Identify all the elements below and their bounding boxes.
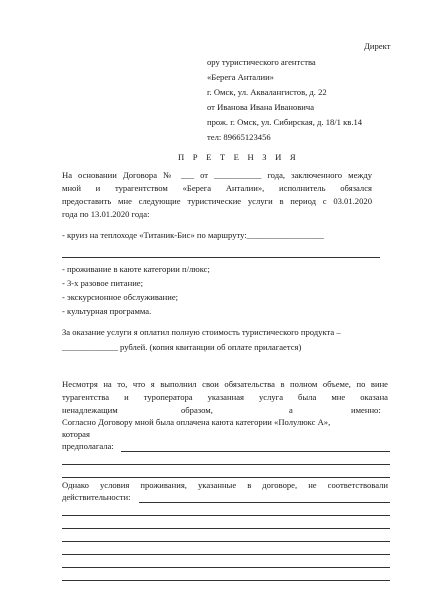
complaint-word-improper: ненадлежащим bbox=[62, 405, 118, 415]
payment-line-2: _____________ рублей. (копия квитанции об оплате прилагается) bbox=[62, 342, 302, 352]
complaint-line-5: которая bbox=[62, 429, 90, 439]
reality-blank-line-3 bbox=[62, 528, 390, 529]
expected-blank-line-3 bbox=[62, 477, 390, 478]
reality-blank-line-5 bbox=[62, 554, 390, 555]
complaint-word-manner: образом, bbox=[181, 405, 213, 415]
cruise-route-line: - круиз на теплоходе «Титаник-Бис» по маршруту:__________________ bbox=[62, 230, 325, 240]
intro-line-4: года по 13.01.2020 года: bbox=[62, 209, 150, 219]
intro-line-2: мной и турагентством «Берега Анталии», исполнитель обязался bbox=[62, 183, 372, 193]
service-item-meals: - 3-х разовое питание; bbox=[62, 278, 144, 288]
header-addressee-title: Директ bbox=[364, 41, 391, 51]
document-title: П Р Е Т Е Н З И Я bbox=[178, 152, 299, 162]
header-agency-address: г. Омск, ул. Аквалангистов, д. 22 bbox=[207, 87, 327, 97]
complaint-line-2: турагентства и туроператора указанная услуга была мне оказана bbox=[62, 392, 388, 402]
intro-line-3: предоставить мне следующие туристические услуги в период с 03.01.2020 bbox=[62, 196, 372, 206]
cruise-route-blank-line bbox=[62, 257, 380, 258]
complaint-line-6: предполагала: bbox=[62, 441, 114, 451]
reality-blank-line-7 bbox=[62, 580, 390, 581]
conditions-line-2: действительности: bbox=[62, 492, 131, 502]
header-agency-name: «Берега Анталии» bbox=[207, 72, 274, 82]
expected-blank-line-2 bbox=[62, 464, 390, 465]
complaint-word-and: а bbox=[289, 405, 293, 415]
expected-blank-line-1 bbox=[121, 451, 390, 452]
complaint-line-1: Несмотря на то, что я выполнил свои обязательства в полном объеме, по вине bbox=[62, 379, 388, 389]
conditions-line-1: Однако условия проживания, указанные в договоре, не соответствовали bbox=[62, 480, 388, 490]
service-item-culture: - культурная программа. bbox=[62, 306, 152, 316]
complaint-word-namely: именно: bbox=[351, 405, 381, 415]
header-sender-name: от Иванова Ивана Ивановича bbox=[207, 102, 315, 112]
payment-line-1: За оказание услуги я оплатил полную стоимость туристического продукта – bbox=[62, 327, 341, 337]
complaint-line-4: Согласно Договору мной была оплачена каюта категории «Полулюкс А», bbox=[62, 417, 331, 427]
intro-line-1: На основании Договора № ___ от ___________ года, заключенного между bbox=[62, 170, 372, 180]
header-sender-phone: тел: 89665123456 bbox=[207, 132, 271, 142]
header-sender-address: прож. г. Омск, ул. Сибирская, д. 18/1 кв.14 bbox=[207, 117, 363, 127]
reality-blank-line-4 bbox=[62, 541, 390, 542]
reality-blank-line-6 bbox=[62, 567, 390, 568]
header-agency: ору туристического агентства bbox=[207, 57, 316, 67]
service-item-excursions: - экскурсионное обслуживание; bbox=[62, 292, 179, 302]
reality-blank-line-1 bbox=[139, 502, 390, 503]
reality-blank-line-2 bbox=[62, 515, 390, 516]
service-item-accommodation: - проживание в каюте категории п/люкс; bbox=[62, 264, 210, 274]
